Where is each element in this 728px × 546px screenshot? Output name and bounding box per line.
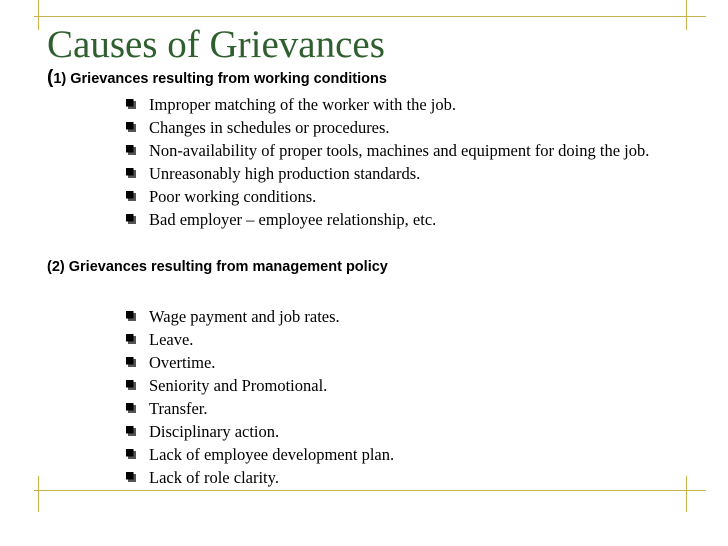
- right-top-accent: [686, 0, 687, 30]
- list-item-text: Wage payment and job rates.: [149, 307, 340, 326]
- management-policy-list: [126, 305, 696, 489]
- slide-title: Causes of Grievances: [47, 23, 385, 66]
- list-item-text: Disciplinary action.: [149, 422, 280, 441]
- list-item: [126, 139, 696, 162]
- list-item: [126, 374, 696, 397]
- square-bullet-icon: [126, 472, 136, 482]
- square-bullet-icon: [126, 191, 136, 201]
- list-item-text: Unreasonably high production standards.: [149, 164, 421, 183]
- list-item-text: Seniority and Promotional.: [149, 376, 328, 395]
- list-item: [126, 351, 696, 374]
- square-bullet-icon: [126, 357, 136, 367]
- list-item: [126, 466, 696, 489]
- left-top-accent: [38, 0, 39, 30]
- list-item: [126, 443, 696, 466]
- square-bullet-icon: [126, 334, 136, 344]
- heading-paren: (: [47, 67, 54, 88]
- list-item: [126, 93, 696, 116]
- list-item-text: Improper matching of the worker with the job.: [149, 95, 456, 114]
- list-item: [126, 162, 696, 185]
- list-item-text: Poor working conditions.: [149, 187, 317, 206]
- square-bullet-icon: [126, 403, 136, 413]
- square-bullet-icon: [126, 99, 136, 109]
- square-bullet-icon: [126, 145, 136, 155]
- square-bullet-icon: [126, 122, 136, 132]
- list-item: [126, 420, 696, 443]
- bottom-divider: [34, 490, 706, 491]
- list-item-text: Leave.: [149, 330, 194, 349]
- working-conditions-list: [126, 93, 696, 231]
- section-heading-management-policy: (2) Grievances resulting from management policy: [47, 259, 388, 275]
- list-item-text: Transfer.: [149, 399, 208, 418]
- list-item-text: Changes in schedules or procedures.: [149, 118, 390, 137]
- list-item-text: Non-availability of proper tools, machines and equipment for doing the job.: [149, 141, 650, 160]
- list-item-text: Overtime.: [149, 353, 216, 372]
- list-item: [126, 397, 696, 420]
- list-item: [126, 328, 696, 351]
- square-bullet-icon: [126, 380, 136, 390]
- square-bullet-icon: [126, 449, 136, 459]
- square-bullet-icon: [126, 311, 136, 321]
- list-item-text: Bad employer – employee relationship, etc.: [149, 210, 437, 229]
- list-item-text: Lack of employee development plan.: [149, 445, 395, 464]
- section-heading-working-conditions: [47, 68, 387, 89]
- list-item-text: Lack of role clarity.: [149, 468, 279, 487]
- top-divider: [34, 16, 706, 17]
- list-item: [126, 305, 696, 328]
- list-item: [126, 185, 696, 208]
- square-bullet-icon: [126, 426, 136, 436]
- list-item: [126, 116, 696, 139]
- list-item: [126, 208, 696, 231]
- square-bullet-icon: [126, 168, 136, 178]
- left-bottom-accent: [38, 476, 39, 512]
- square-bullet-icon: [126, 214, 136, 224]
- heading-text: 1) Grievances resulting from working conditions: [53, 71, 387, 87]
